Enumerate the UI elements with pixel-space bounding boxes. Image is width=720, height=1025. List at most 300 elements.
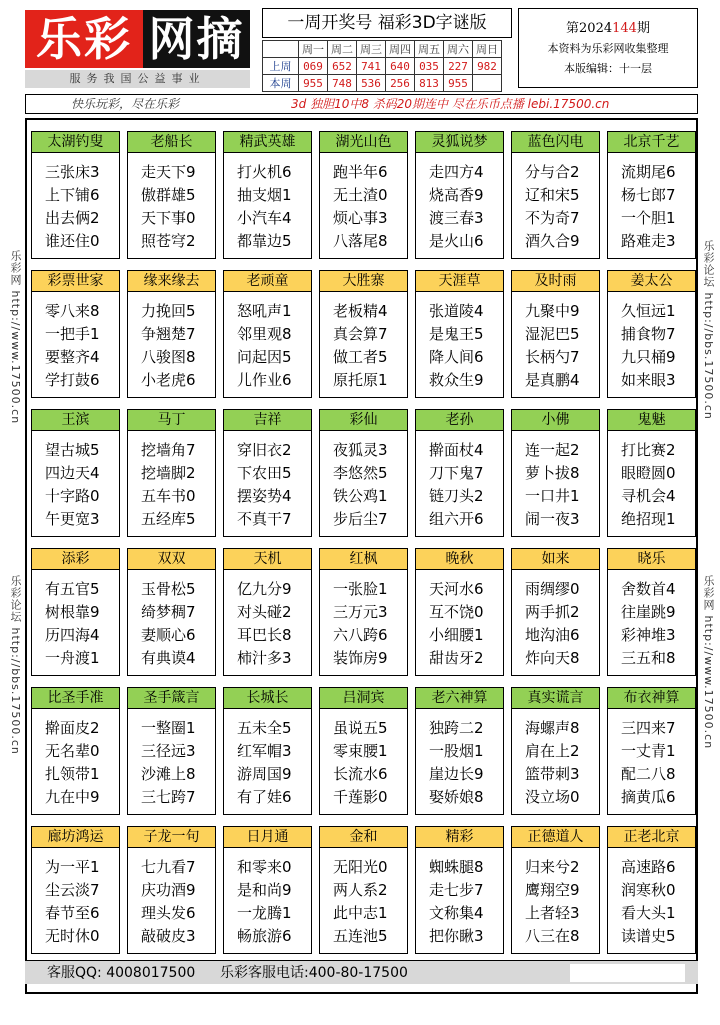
puzzle-line: 三四来7 — [621, 719, 676, 737]
draw-number: 640 — [386, 58, 415, 75]
puzzle-line: 九只桶9 — [621, 348, 676, 366]
puzzle-card-title: 湖光山色 — [320, 132, 407, 153]
puzzle-line: 小老虎6 — [141, 371, 196, 389]
puzzle-line: 下农田5 — [237, 464, 292, 482]
puzzle-line: 三张床3 — [45, 163, 100, 181]
puzzle-card-lines — [128, 431, 215, 531]
puzzle-card-title: 吕洞宾 — [320, 688, 407, 709]
puzzle-line: 抽支烟1 — [237, 186, 292, 204]
puzzle-line: 三七跨7 — [141, 788, 196, 806]
puzzle-card-title: 晚秋 — [416, 549, 503, 570]
puzzle-line: 五车书0 — [141, 487, 196, 505]
puzzle-line: 不为奇7 — [525, 209, 580, 227]
puzzle-line: 八落尾8 — [333, 232, 388, 250]
puzzle-line: 甜齿牙2 — [429, 649, 484, 667]
puzzle-line: 娶娇娘8 — [429, 788, 484, 806]
puzzle-card — [127, 548, 216, 676]
day-header: 周一 — [299, 41, 328, 58]
puzzle-line: 为一平1 — [45, 858, 100, 876]
puzzle-line: 小细腰1 — [429, 626, 484, 644]
puzzle-card-title: 老六神算 — [416, 688, 503, 709]
puzzle-card — [511, 131, 600, 259]
day-header: 周三 — [357, 41, 386, 58]
puzzle-card-lines — [416, 709, 503, 809]
puzzle-card-lines — [32, 570, 119, 670]
puzzle-card-lines — [32, 292, 119, 392]
puzzle-line: 上下铺6 — [45, 186, 100, 204]
puzzle-line: 刀下鬼7 — [429, 464, 484, 482]
puzzle-line: 要整齐4 — [45, 348, 100, 366]
puzzle-line: 寻机会4 — [621, 487, 676, 505]
puzzle-card — [511, 270, 600, 398]
puzzle-card-title: 天机 — [224, 549, 311, 570]
puzzle-line: 做工者5 — [333, 348, 388, 366]
side-text-left-top: 乐彩网 http://www.17500.cn — [9, 250, 22, 425]
puzzle-line: 九在中9 — [45, 788, 100, 806]
puzzle-line: 和零来0 — [237, 858, 292, 876]
puzzle-card-lines — [320, 153, 407, 253]
puzzle-line: 望古城5 — [45, 441, 100, 459]
puzzle-card — [319, 131, 408, 259]
puzzle-card — [607, 687, 696, 815]
puzzle-line: 此中志1 — [333, 904, 388, 922]
puzzle-line: 张道陵4 — [429, 302, 484, 320]
puzzle-line: 捕食物7 — [621, 325, 676, 343]
puzzle-line: 妻顺心6 — [141, 626, 196, 644]
puzzle-line: 走四方4 — [429, 163, 484, 181]
puzzle-grid — [25, 118, 698, 994]
puzzle-card-title: 天涯草 — [416, 271, 503, 292]
puzzle-line: 渡三春3 — [429, 209, 484, 227]
puzzle-card-lines — [224, 570, 311, 670]
puzzle-line: 耳巴长8 — [237, 626, 292, 644]
puzzle-line: 尘云淡7 — [45, 881, 100, 899]
puzzle-card-lines — [320, 570, 407, 670]
puzzle-card-lines — [320, 292, 407, 392]
puzzle-line: 海螺声8 — [525, 719, 580, 737]
puzzle-line: 都靠边5 — [237, 232, 292, 250]
puzzle-line: 绮梦稠7 — [141, 603, 196, 621]
puzzle-line: 不真干7 — [237, 510, 292, 528]
puzzle-card-title: 正老北京 — [608, 827, 695, 848]
puzzle-card-lines — [128, 848, 215, 948]
day-header: 周二 — [328, 41, 357, 58]
row-label: 上周 — [263, 58, 299, 75]
puzzle-line: 谁还住0 — [45, 232, 100, 250]
puzzle-card-lines — [320, 709, 407, 809]
puzzle-line: 眼瞪圆0 — [621, 464, 676, 482]
puzzle-line: 原托原1 — [333, 371, 388, 389]
draw-number: 652 — [328, 58, 357, 75]
puzzle-line: 是火山6 — [429, 232, 484, 250]
puzzle-card-title: 双双 — [128, 549, 215, 570]
puzzle-line: 八骏图8 — [141, 348, 196, 366]
puzzle-card-title: 老船长 — [128, 132, 215, 153]
puzzle-card — [415, 131, 504, 259]
puzzle-card-title: 红枫 — [320, 549, 407, 570]
puzzle-line: 真会算7 — [333, 325, 388, 343]
puzzle-card — [415, 270, 504, 398]
puzzle-card-lines — [32, 431, 119, 531]
puzzle-line: 历四海4 — [45, 626, 100, 644]
puzzle-line: 五经库5 — [141, 510, 196, 528]
puzzle-card-title: 马丁 — [128, 410, 215, 431]
puzzle-line: 归来兮2 — [525, 858, 580, 876]
puzzle-card — [607, 826, 696, 954]
puzzle-line: 畅旅游6 — [237, 927, 292, 945]
puzzle-card — [607, 548, 696, 676]
draw-number: 256 — [386, 75, 415, 92]
puzzle-line: 炸向天8 — [525, 649, 580, 667]
puzzle-line: 三五和8 — [621, 649, 676, 667]
puzzle-line: 理头发6 — [141, 904, 196, 922]
puzzle-line: 沙滩上8 — [141, 765, 196, 783]
issue-number — [519, 17, 697, 36]
draw-table-row — [263, 75, 502, 92]
puzzle-card — [223, 826, 312, 954]
puzzle-line: 九聚中9 — [525, 302, 580, 320]
source-note: 本资料为乐彩网收集整理 — [547, 42, 669, 55]
puzzle-line: 一个胆1 — [621, 209, 676, 227]
puzzle-line: 亿九分9 — [237, 580, 292, 598]
puzzle-line: 挖墙脚2 — [141, 464, 196, 482]
puzzle-line: 杨七郎7 — [621, 186, 676, 204]
puzzle-card-title: 大胜寨 — [320, 271, 407, 292]
puzzle-line: 庆功酒9 — [141, 881, 196, 899]
puzzle-card — [319, 270, 408, 398]
puzzle-card-title: 灵狐说梦 — [416, 132, 503, 153]
puzzle-line: 玉骨松5 — [141, 580, 196, 598]
puzzle-line: 长流水6 — [333, 765, 388, 783]
puzzle-card-lines — [608, 709, 695, 809]
puzzle-line: 肩在上2 — [525, 742, 580, 760]
puzzle-line: 互不饶0 — [429, 603, 484, 621]
puzzle-card-title: 廊坊鸿运 — [32, 827, 119, 848]
draw-number: 748 — [328, 75, 357, 92]
puzzle-line: 闹一夜3 — [525, 510, 580, 528]
puzzle-card — [319, 687, 408, 815]
puzzle-card — [511, 409, 600, 537]
puzzle-line: 长柄勺7 — [525, 348, 580, 366]
puzzle-card — [607, 270, 696, 398]
puzzle-card-title: 彩仙 — [320, 410, 407, 431]
puzzle-card-title: 比圣手准 — [32, 688, 119, 709]
puzzle-line: 擀面皮2 — [45, 719, 100, 737]
draw-number: 955 — [444, 75, 473, 92]
footer-bar — [25, 960, 698, 984]
puzzle-card-lines — [512, 153, 599, 253]
puzzle-card-title: 晓乐 — [608, 549, 695, 570]
puzzle-card — [223, 548, 312, 676]
puzzle-line: 敲破皮3 — [141, 927, 196, 945]
puzzle-card-title: 圣手箴言 — [128, 688, 215, 709]
puzzle-line: 往崖跳9 — [621, 603, 676, 621]
puzzle-card-title: 蓝色闪电 — [512, 132, 599, 153]
puzzle-line: 打比赛2 — [621, 441, 676, 459]
row-label: 本周 — [263, 75, 299, 92]
day-header: 周四 — [386, 41, 415, 58]
puzzle-line: 跑半年6 — [333, 163, 388, 181]
puzzle-card-title: 正德道人 — [512, 827, 599, 848]
puzzle-line: 怒吼声1 — [237, 302, 292, 320]
puzzle-line: 有典谟4 — [141, 649, 196, 667]
draw-results-table — [262, 40, 502, 92]
puzzle-card — [511, 687, 600, 815]
puzzle-card-lines — [32, 848, 119, 948]
puzzle-line: 夜狐灵3 — [333, 441, 388, 459]
puzzle-card-lines — [224, 431, 311, 531]
puzzle-line: 崖边长9 — [429, 765, 484, 783]
puzzle-line: 学打鼓6 — [45, 371, 100, 389]
puzzle-card-lines — [608, 570, 695, 670]
puzzle-card-title: 太湖钓叟 — [32, 132, 119, 153]
draw-number: 069 — [299, 58, 328, 75]
puzzle-line: 舍数首4 — [621, 580, 676, 598]
puzzle-card-lines — [32, 153, 119, 253]
puzzle-card-lines — [128, 153, 215, 253]
draw-number: 813 — [415, 75, 444, 92]
puzzle-card — [127, 131, 216, 259]
puzzle-line: 无名辈0 — [45, 742, 100, 760]
banner-promo-link[interactable]: 3d 独胆10中8 杀码20期连中 尽在乐币点播 lebi.17500.cn — [291, 97, 610, 111]
puzzle-card-title: 布衣神算 — [608, 688, 695, 709]
puzzle-card-lines — [416, 292, 503, 392]
puzzle-line: 力挽回5 — [141, 302, 196, 320]
puzzle-line: 摘黄瓜6 — [621, 788, 676, 806]
puzzle-card-title: 子龙一句 — [128, 827, 215, 848]
puzzle-line: 扎领带1 — [45, 765, 100, 783]
puzzle-card-lines — [128, 570, 215, 670]
puzzle-line: 篮带刺3 — [525, 765, 580, 783]
puzzle-line: 文称集4 — [429, 904, 484, 922]
puzzle-line: 绝招现1 — [621, 510, 676, 528]
puzzle-card-title: 金和 — [320, 827, 407, 848]
puzzle-line: 鹰翔空9 — [525, 881, 580, 899]
day-header: 周日 — [473, 41, 502, 58]
side-text-left-bottom: 乐彩论坛 http://bbs.17500.cn — [9, 575, 22, 755]
puzzle-line: 分与合2 — [525, 163, 580, 181]
puzzle-line: 天下事0 — [141, 209, 196, 227]
puzzle-line: 辽和宋5 — [525, 186, 580, 204]
logo — [25, 10, 250, 68]
puzzle-line: 七九看7 — [141, 858, 196, 876]
puzzle-line: 链刀头2 — [429, 487, 484, 505]
puzzle-card-title: 缘来缘去 — [128, 271, 215, 292]
puzzle-line: 问起因5 — [237, 348, 292, 366]
puzzle-line: 无阳光0 — [333, 858, 388, 876]
puzzle-line: 一丈青1 — [621, 742, 676, 760]
puzzle-card-title: 老顽童 — [224, 271, 311, 292]
puzzle-card — [319, 826, 408, 954]
puzzle-line: 零八来8 — [45, 302, 100, 320]
puzzle-line: 组六开6 — [429, 510, 484, 528]
puzzle-card-lines — [608, 848, 695, 948]
puzzle-line: 争翘楚7 — [141, 325, 196, 343]
draw-number: 741 — [357, 58, 386, 75]
puzzle-card-lines — [320, 431, 407, 531]
puzzle-card-lines — [416, 848, 503, 948]
puzzle-card-lines — [224, 292, 311, 392]
puzzle-line: 独跨二2 — [429, 719, 484, 737]
puzzle-line: 邻里观8 — [237, 325, 292, 343]
puzzle-line: 一口井1 — [525, 487, 580, 505]
puzzle-line: 是真鹏4 — [525, 371, 580, 389]
puzzle-line: 游周国9 — [237, 765, 292, 783]
puzzle-line: 李悠然5 — [333, 464, 388, 482]
puzzle-card — [607, 131, 696, 259]
draw-number: 536 — [357, 75, 386, 92]
puzzle-card-title: 吉祥 — [224, 410, 311, 431]
puzzle-line: 儿作业6 — [237, 371, 292, 389]
puzzle-card-title: 及时雨 — [512, 271, 599, 292]
draw-number: 227 — [444, 58, 473, 75]
puzzle-card-lines — [128, 709, 215, 809]
draw-number: 955 — [299, 75, 328, 92]
puzzle-line: 树根靠9 — [45, 603, 100, 621]
puzzle-line: 对头碰2 — [237, 603, 292, 621]
puzzle-line: 连一起2 — [525, 441, 580, 459]
puzzle-card-lines — [608, 153, 695, 253]
puzzle-line: 一张脸1 — [333, 580, 388, 598]
issue-prefix: 第2024 — [566, 21, 613, 36]
puzzle-line: 一把手1 — [45, 325, 100, 343]
puzzle-line: 萝卜拔8 — [525, 464, 580, 482]
puzzle-line: 烦心事3 — [333, 209, 388, 227]
puzzle-card-title: 长城长 — [224, 688, 311, 709]
service-qq: 客服QQ: 4008017500 — [47, 965, 196, 981]
puzzle-line: 走七步7 — [429, 881, 484, 899]
puzzle-card — [223, 270, 312, 398]
draw-number: 035 — [415, 58, 444, 75]
puzzle-line: 天河水6 — [429, 580, 484, 598]
puzzle-line: 装饰房9 — [333, 649, 388, 667]
puzzle-card — [31, 131, 120, 259]
puzzle-card — [223, 409, 312, 537]
draw-table-row — [263, 58, 502, 75]
puzzle-card-lines — [416, 431, 503, 531]
puzzle-line: 两手抓2 — [525, 603, 580, 621]
puzzle-card — [31, 687, 120, 815]
puzzle-card — [415, 687, 504, 815]
puzzle-line: 小汽车4 — [237, 209, 292, 227]
puzzle-card-title: 鬼魅 — [608, 410, 695, 431]
puzzle-card-lines — [512, 292, 599, 392]
puzzle-card-title: 真实谎言 — [512, 688, 599, 709]
puzzle-card — [31, 826, 120, 954]
puzzle-line: 湿泥巴5 — [525, 325, 580, 343]
puzzle-line: 雨绸缪0 — [525, 580, 580, 598]
puzzle-line: 是鬼王5 — [429, 325, 484, 343]
puzzle-line: 无土渣0 — [333, 186, 388, 204]
puzzle-line: 擀面杖4 — [429, 441, 484, 459]
puzzle-line: 十字路0 — [45, 487, 100, 505]
puzzle-card-title: 精武英雄 — [224, 132, 311, 153]
page-title: 一周开奖号 福彩3D字谜版 — [262, 8, 512, 38]
puzzle-line: 出去俩2 — [45, 209, 100, 227]
draw-table-header-row — [263, 41, 502, 58]
puzzle-line: 无时休0 — [45, 927, 100, 945]
puzzle-line: 五未全5 — [237, 719, 292, 737]
puzzle-line: 如来眼3 — [621, 371, 676, 389]
day-header: 周五 — [415, 41, 444, 58]
puzzle-line: 高速路6 — [621, 858, 676, 876]
puzzle-card-lines — [224, 153, 311, 253]
puzzle-line: 零束腰1 — [333, 742, 388, 760]
puzzle-line: 走天下9 — [141, 163, 196, 181]
service-phone: 乐彩客服电话:400-80-17500 — [220, 965, 408, 981]
puzzle-card — [415, 548, 504, 676]
puzzle-card-lines — [512, 709, 599, 809]
puzzle-card — [319, 409, 408, 537]
puzzle-line: 春节至6 — [45, 904, 100, 922]
puzzle-card-lines — [224, 709, 311, 809]
puzzle-card — [31, 548, 120, 676]
puzzle-card-lines — [512, 570, 599, 670]
puzzle-line: 路难走3 — [621, 232, 676, 250]
puzzle-line: 午更宽3 — [45, 510, 100, 528]
banner-slogan: 快乐玩彩，尽在乐彩 — [71, 97, 180, 111]
puzzle-card — [511, 826, 600, 954]
puzzle-card-lines — [416, 153, 503, 253]
puzzle-card-title: 小佛 — [512, 410, 599, 431]
puzzle-card — [223, 687, 312, 815]
puzzle-line: 穿旧衣2 — [237, 441, 292, 459]
puzzle-card-lines — [416, 570, 503, 670]
puzzle-line: 挖墙角7 — [141, 441, 196, 459]
puzzle-line: 照苍穹2 — [141, 232, 196, 250]
puzzle-card-title: 彩票世家 — [32, 271, 119, 292]
puzzle-card — [31, 270, 120, 398]
puzzle-line: 有了娃6 — [237, 788, 292, 806]
issue-box — [518, 8, 698, 88]
puzzle-line: 一整圈1 — [141, 719, 196, 737]
puzzle-line: 五连池5 — [333, 927, 388, 945]
puzzle-card-title: 精彩 — [416, 827, 503, 848]
side-text-right-top: 乐彩论坛 http://bbs.17500.cn — [702, 240, 715, 420]
puzzle-line: 是和尚9 — [237, 881, 292, 899]
puzzle-line: 步后尘7 — [333, 510, 388, 528]
puzzle-line: 老板精4 — [333, 302, 388, 320]
puzzle-line: 摆姿势4 — [237, 487, 292, 505]
side-text-right-bottom: 乐彩网 http://www.17500.cn — [702, 575, 715, 750]
puzzle-card — [127, 270, 216, 398]
puzzle-card — [31, 409, 120, 537]
puzzle-line: 一舟渡1 — [45, 649, 100, 667]
puzzle-card-lines — [512, 431, 599, 531]
puzzle-card-lines — [608, 292, 695, 392]
puzzle-line: 读谱史5 — [621, 927, 676, 945]
puzzle-card — [223, 131, 312, 259]
puzzle-card — [127, 826, 216, 954]
puzzle-card — [127, 687, 216, 815]
puzzle-card-lines — [608, 431, 695, 531]
promo-banner — [25, 94, 698, 114]
puzzle-card-lines — [32, 709, 119, 809]
puzzle-line: 看大头1 — [621, 904, 676, 922]
puzzle-line: 地沟油6 — [525, 626, 580, 644]
puzzle-card — [415, 409, 504, 537]
puzzle-line: 流期尾6 — [621, 163, 676, 181]
puzzle-line: 酒久合9 — [525, 232, 580, 250]
day-header: 周六 — [444, 41, 473, 58]
puzzle-card-title: 老孙 — [416, 410, 503, 431]
puzzle-card-lines — [128, 292, 215, 392]
puzzle-line: 打火机6 — [237, 163, 292, 181]
puzzle-line: 一股烟1 — [429, 742, 484, 760]
puzzle-line: 蜘蛛腿8 — [429, 858, 484, 876]
puzzle-card-title: 北京千艺 — [608, 132, 695, 153]
puzzle-line: 铁公鸡1 — [333, 487, 388, 505]
